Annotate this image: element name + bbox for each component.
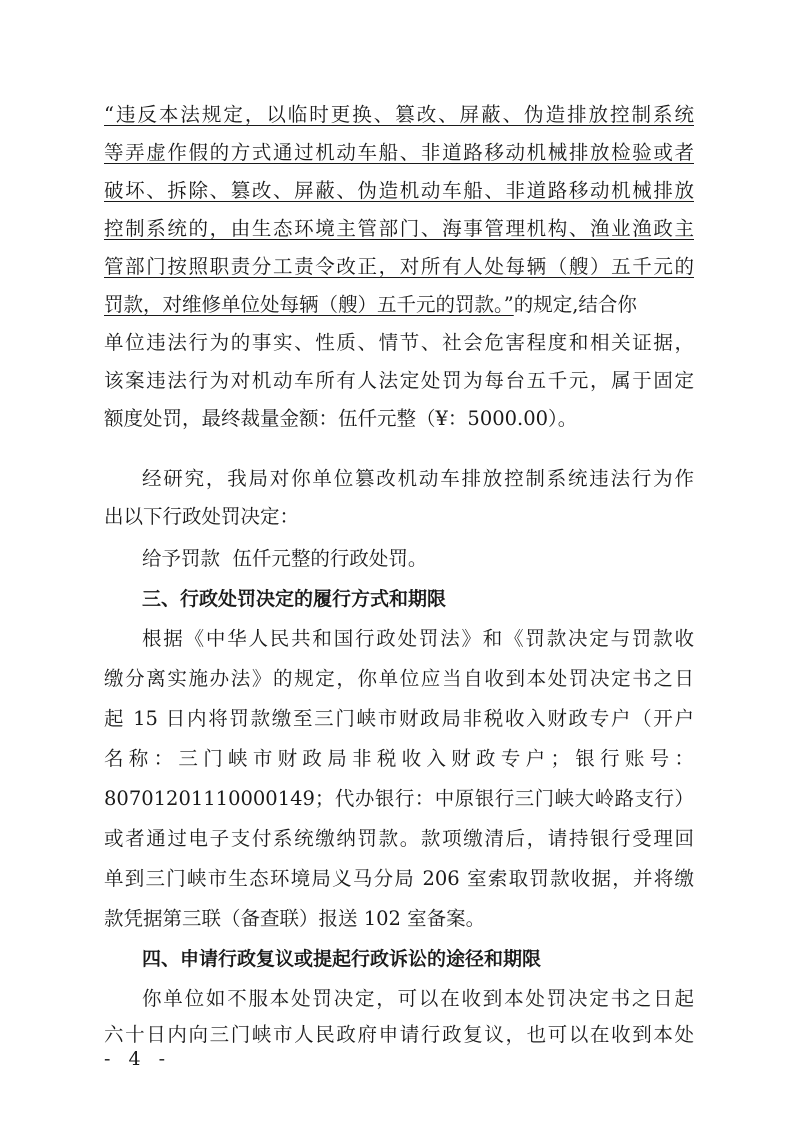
bank-account-line: 80701201110000149；代办银行：中原银行三门峡大岭路支行） (104, 787, 694, 810)
page-number: - 4 - (104, 1048, 172, 1070)
quoted-law-line-4: 控制系统的，由生态环境主管部门、海事管理机构、渔业渔政主 (104, 217, 694, 240)
payment-paragraph-line: 款凭据第三联（备查联）报送 102 室备案。 (104, 907, 486, 930)
mixed-line (104, 286, 694, 324)
section-heading-3: 三、行政处罚决定的履行方式和期限 (142, 588, 447, 610)
appeal-paragraph-line: 你单位如不服本处罚决定，可以在收到本处罚决定书之日起 (142, 987, 694, 1010)
payment-paragraph-line: 单到三门峡市生态环境局义马分局 206 室索取罚款收据，并将缴 (104, 867, 694, 890)
quoted-law-line-2: 等弄虚作假的方式通过机动车船、非道路移动机械排放检验或者 (104, 141, 694, 164)
account-name-line: 名称：三门峡市财政局非税收入财政专户；银行账号： (104, 747, 694, 770)
payment-paragraph-line: 缴分离实施办法》的规定，你单位应当自收到本处罚决定书之日 (104, 667, 694, 690)
payment-paragraph-line: 根据《中华人民共和国行政处罚法》和《罚款决定与罚款收 (142, 627, 694, 650)
section-heading-4: 四、申请行政复议或提起行政诉讼的途径和期限 (142, 948, 542, 970)
payment-paragraph-line: 或者通过电子支付系统缴纳罚款。款项缴清后，请持银行受理回 (104, 827, 694, 850)
regulation-reference-text: 的规定,结合你 (513, 293, 637, 316)
fine-amount-line: 额度处罚，最终裁量金额：伍仟元整（¥：5000.00）。 (104, 407, 578, 430)
decision-paragraph-line: 出以下行政处罚决定： (104, 505, 300, 528)
decision-paragraph-line: 经研究，我局对你单位篡改机动车排放控制系统违法行为作 (142, 467, 694, 490)
penalty-statement: 给予罚款 伍仟元整的行政处罚。 (142, 547, 428, 570)
appeal-paragraph-line: 六十日内向三门峡市人民政府申请行政复议，也可以在收到本处 (104, 1023, 694, 1046)
quoted-law-line-3: 破坏、拆除、篡改、屏蔽、伪造机动车船、非道路移动机械排放 (104, 179, 694, 202)
body-line: 该案违法行为对机动车所有人法定处罚为每台五千元，属于固定 (104, 369, 694, 392)
body-line: 单位违法行为的事实、性质、情节、社会危害程度和相关证据， (104, 331, 694, 354)
quoted-law-line-5: 管部门按照职责分工责令改正，对所有人处每辆（艘）五千元的 (104, 255, 694, 278)
quoted-law-line-1: “违反本法规定，以临时更换、篡改、屏蔽、伪造排放控制系统 (104, 103, 694, 126)
payment-paragraph-line: 起 15 日内将罚款缴至三门峡市财政局非税收入财政专户（开户 (104, 707, 694, 730)
quoted-law-line-6: 罚款，对维修单位处每辆（艘）五千元的罚款。” (104, 293, 514, 316)
